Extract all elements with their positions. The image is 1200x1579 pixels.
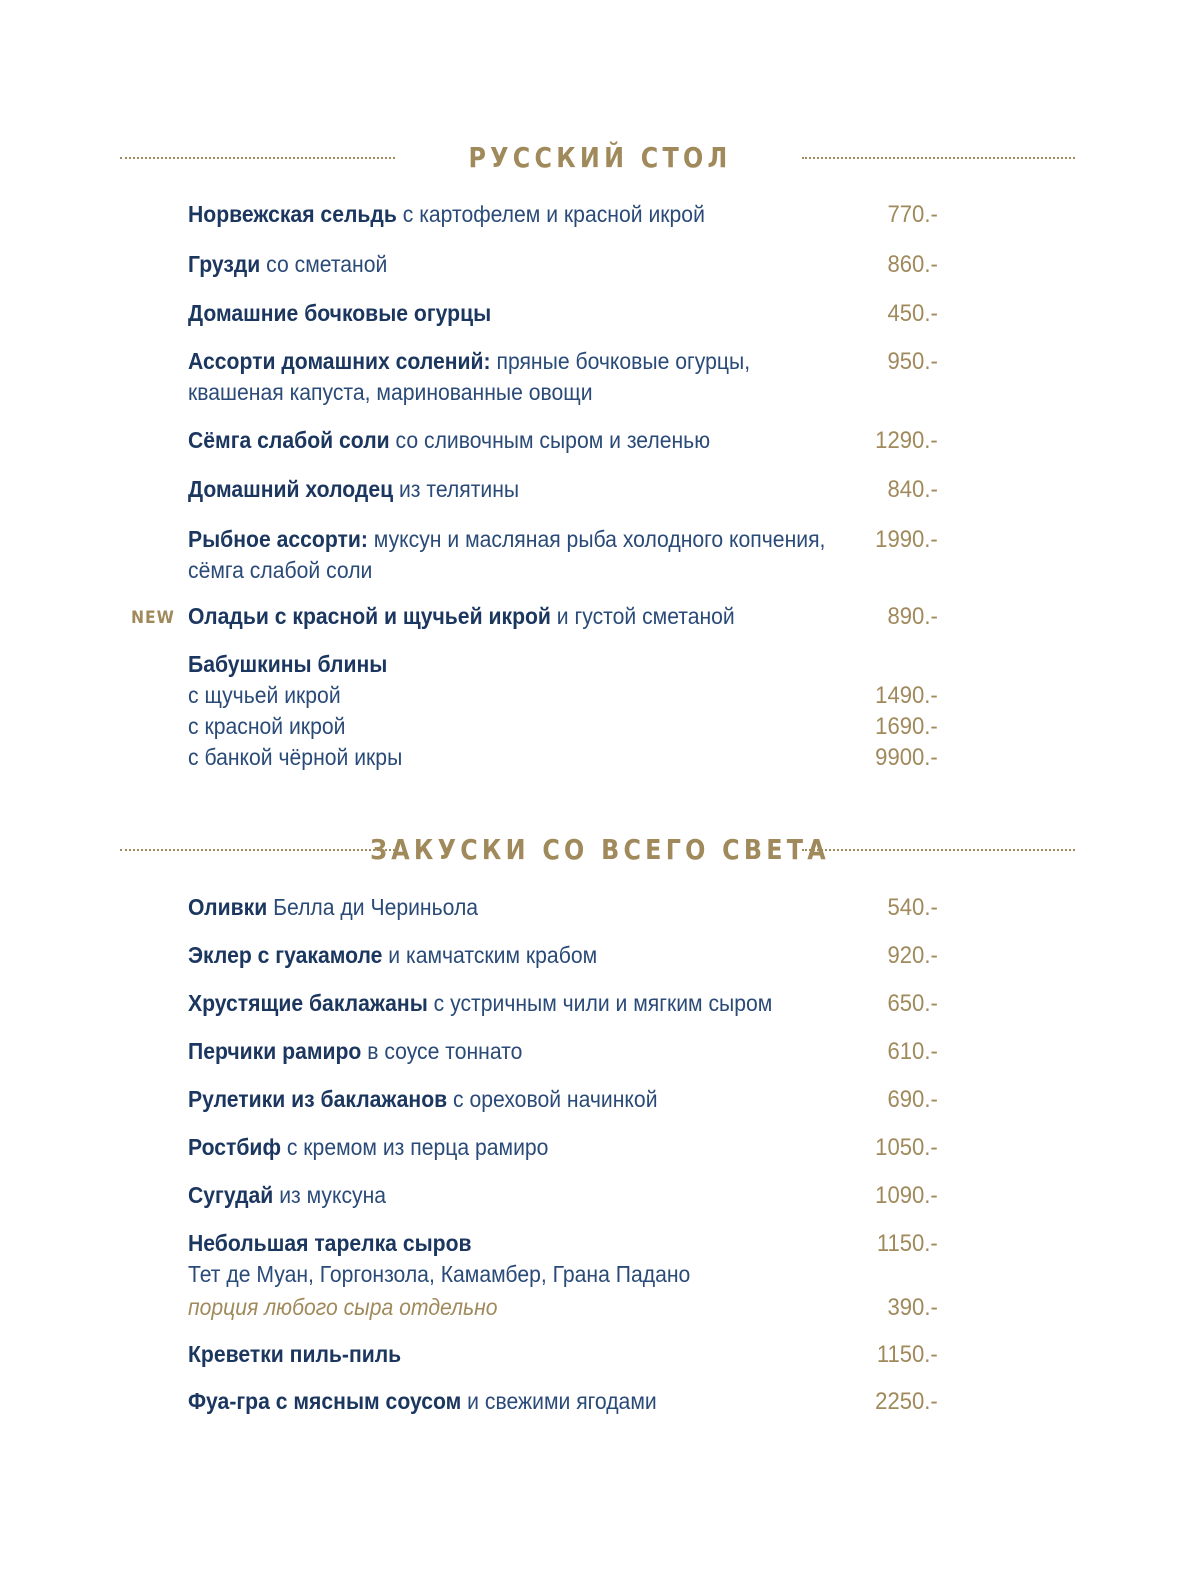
variant-price: 1490.-: [875, 682, 938, 709]
item-name: Сёмга слабой соли: [188, 427, 390, 453]
menu-items: [0, 892, 1200, 1417]
item-note: порция любого сыра отдельно: [188, 1294, 498, 1320]
item-description: и камчатским крабом: [382, 942, 598, 968]
item-price: 1150.-: [876, 1230, 938, 1257]
item-name: Норвежская сельдь: [188, 201, 397, 227]
item-price: 1990.-: [875, 526, 938, 553]
menu-item: [188, 346, 938, 408]
item-name: Креветки пиль-пиль: [188, 1341, 402, 1367]
item-price: 650.-: [887, 990, 938, 1017]
item-name: Ростбиф: [188, 1134, 281, 1160]
menu-item: [188, 298, 938, 329]
item-description-line2: квашеная капуста, маринованные овощи: [188, 379, 593, 405]
item-price: 840.-: [887, 476, 938, 503]
item-description: со сливочным сыром и зеленью: [389, 427, 711, 453]
item-variant: [188, 711, 938, 742]
menu-item: [188, 249, 938, 280]
item-description: со сметаной: [260, 251, 388, 277]
item-price: 610.-: [887, 1038, 938, 1065]
menu-item: [188, 1339, 938, 1370]
variant-price: 9900.-: [875, 744, 938, 771]
item-description-line2: Тет де Муан, Горгонзола, Камамбер, Грана Падано: [188, 1261, 691, 1287]
item-price: 540.-: [887, 894, 938, 921]
item-price: 1290.-: [875, 427, 938, 454]
item-name: Оладьи с красной и щучьей икрой: [188, 603, 551, 629]
item-note-row: [188, 1292, 938, 1323]
menu-item: [188, 940, 938, 971]
item-price: 860.-: [887, 251, 938, 278]
item-description: и густой сметаной: [550, 603, 735, 629]
item-price: 1050.-: [875, 1134, 938, 1161]
item-description: муксун и масляная рыба холодного копчения,: [367, 526, 826, 552]
item-name: Грузди: [188, 251, 261, 277]
item-description: из муксуна: [273, 1182, 387, 1208]
item-description: пряные бочковые огурцы,: [490, 348, 751, 374]
item-name: Небольшая тарелка сыров: [188, 1230, 472, 1256]
variant-label: с банкой чёрной икры: [188, 744, 403, 770]
note-price: 390.-: [887, 1294, 938, 1321]
section-title: РУССКИЙ СТОЛ: [468, 141, 732, 174]
section-header: [0, 825, 1200, 875]
menu-item: [188, 1180, 938, 1211]
variant-label: с красной икрой: [188, 713, 346, 739]
item-price: 1090.-: [875, 1182, 938, 1209]
item-name: Домашние бочковые огурцы: [188, 300, 492, 326]
menu-item: [188, 524, 938, 586]
item-price: 2250.-: [875, 1388, 938, 1415]
menu-item: [188, 1036, 938, 1067]
item-price: 690.-: [887, 1086, 938, 1113]
item-name: Ассорти домашних солений:: [188, 348, 491, 374]
item-description: с ореховой начинкой: [447, 1086, 658, 1112]
menu-item: [188, 1228, 938, 1323]
section-world-appetizers: [0, 825, 1200, 1417]
item-variant: [188, 742, 938, 773]
new-badge: NEW: [130, 608, 175, 628]
item-name: Эклер с гуакамоле: [188, 942, 383, 968]
item-price: 920.-: [887, 942, 938, 969]
menu-item: [188, 1132, 938, 1163]
menu-item: [188, 1386, 938, 1417]
item-description: и свежими ягодами: [461, 1388, 657, 1414]
item-description: в соусе тоннато: [361, 1038, 523, 1064]
item-price: 890.-: [887, 603, 938, 630]
item-name: Бабушкины блины: [188, 651, 388, 677]
item-price: 450.-: [887, 300, 938, 327]
item-price: 1150.-: [876, 1341, 938, 1368]
item-description: из телятины: [393, 476, 520, 502]
menu-item: [188, 1084, 938, 1115]
section-russian-table: [0, 133, 1200, 773]
item-name: Рулетики из баклажанов: [188, 1086, 448, 1112]
item-name: Оливки: [188, 894, 268, 920]
item-name: Перчики рамиро: [188, 1038, 362, 1064]
menu-item: [188, 199, 938, 230]
item-variant: [188, 680, 938, 711]
item-name: Рыбное ассорти:: [188, 526, 368, 552]
variant-price: 1690.-: [875, 713, 938, 740]
dotted-rule-right: [802, 849, 1075, 851]
item-description-line2: сёмга слабой соли: [188, 557, 373, 583]
menu-item: [188, 892, 938, 923]
menu-item: [188, 649, 938, 773]
menu-item: [188, 425, 938, 456]
variant-label: с щучьей икрой: [188, 682, 341, 708]
item-description: с устричным чили и мягким сыром: [427, 990, 773, 1016]
item-description: Белла ди Чериньола: [267, 894, 479, 920]
item-price: 770.-: [887, 201, 938, 228]
item-name: Домашний холодец: [188, 476, 394, 502]
item-description: с картофелем и красной икрой: [396, 201, 705, 227]
dotted-rule-right: [802, 157, 1075, 159]
menu-item: [130, 601, 938, 632]
section-title: ЗАКУСКИ СО ВСЕГО СВЕТА: [370, 833, 830, 866]
item-description: с кремом из перца рамиро: [280, 1134, 549, 1160]
item-name: Фуа-гра с мясным соусом: [188, 1388, 462, 1414]
section-header: [0, 133, 1200, 183]
menu-item: [188, 474, 938, 505]
item-name: Хрустящие баклажаны: [188, 990, 428, 1016]
menu-item: [188, 988, 938, 1019]
item-price: 950.-: [887, 348, 938, 375]
item-name: Сугудай: [188, 1182, 274, 1208]
menu-items: [0, 199, 1200, 773]
